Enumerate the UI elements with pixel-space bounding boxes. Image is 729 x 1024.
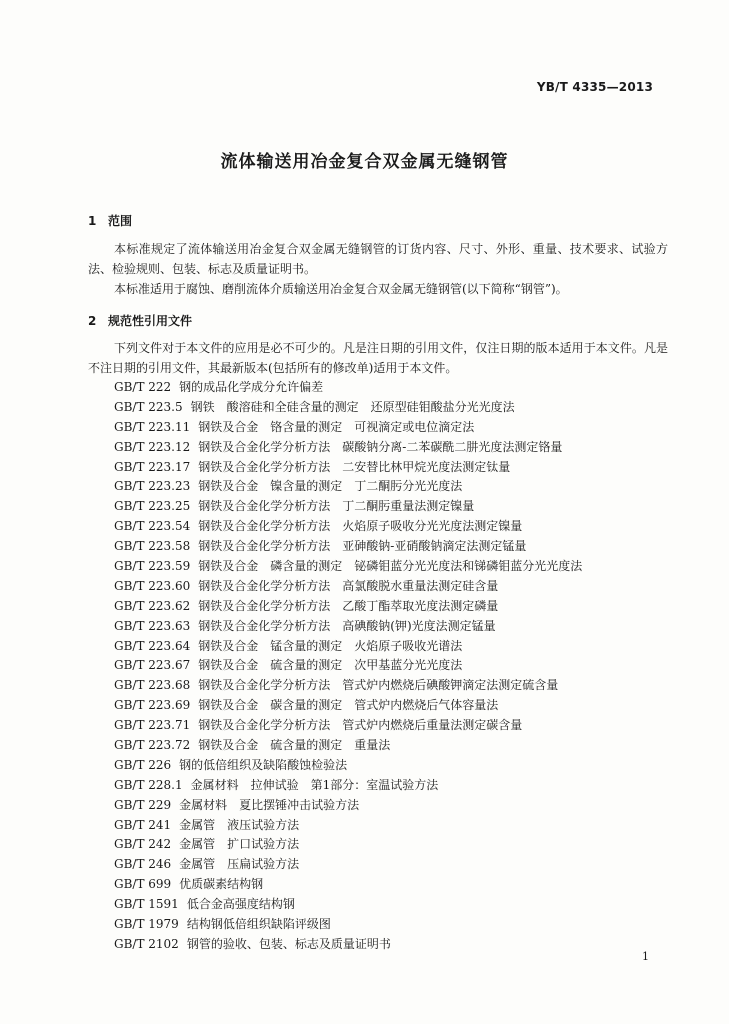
scope-paragraph-1: 本标准规定了流体输送用冶金复合双金属无缝钢管的订货内容、尺寸、外形、重量、技术要求、试验方法、检验规则、包装、标志及质量证明书。 xyxy=(88,242,668,276)
reference-item xyxy=(114,378,582,398)
reference-code: GB/T 228.1 xyxy=(114,777,183,792)
reference-code: GB/T 699 xyxy=(114,877,172,892)
reference-code: GB/T 242 xyxy=(114,837,172,852)
reference-item xyxy=(114,458,582,478)
reference-title: 钢铁及合金化学分析方法 二安替比林甲烷光度法测定钛量 xyxy=(198,459,511,474)
reference-code: GB/T 223.17 xyxy=(114,459,191,474)
reference-code: GB/T 223.62 xyxy=(114,598,191,613)
document-title: 流体输送用冶金复合双金属无缝钢管 xyxy=(220,152,509,172)
reference-code: GB/T 223.63 xyxy=(114,618,191,633)
reference-code: GB/T 229 xyxy=(114,797,172,812)
section-1-heading xyxy=(88,212,132,229)
reference-code: GB/T 223.60 xyxy=(114,578,191,593)
reference-title: 钢铁 酸溶硅和全硅含量的测定 还原型硅钼酸盐分光光度法 xyxy=(190,399,515,414)
reference-title: 低合金高强度结构钢 xyxy=(186,897,295,912)
reference-code: GB/T 223.71 xyxy=(114,718,191,733)
standard-number: YB/T 4335—2013 xyxy=(536,80,653,94)
reference-item xyxy=(114,477,582,497)
reference-title: 钢铁及合金化学分析方法 亚砷酸钠-亚硝酸钠滴定法测定锰量 xyxy=(198,539,527,554)
reference-item xyxy=(114,557,582,577)
reference-title: 钢铁及合金 镍含量的测定 丁二酮肟分光光度法 xyxy=(198,479,463,494)
reference-code: GB/T 223.69 xyxy=(114,698,191,713)
reference-code: GB/T 223.25 xyxy=(114,499,191,514)
scope-paragraph-2: 本标准适用于腐蚀、磨削流体介质输送用冶金复合双金属无缝钢管(以下简称“钢管”)。 xyxy=(114,282,568,296)
reference-code: GB/T 1591 xyxy=(114,897,179,912)
reference-item xyxy=(114,796,582,816)
reference-code: GB/T 223.12 xyxy=(114,439,191,454)
reference-item xyxy=(114,875,582,895)
normative-references-list xyxy=(114,378,582,955)
reference-title: 钢铁及合金 硫含量的测定 次甲基蓝分光光度法 xyxy=(198,658,463,673)
reference-title: 金属材料 拉伸试验 第1部分：室温试验方法 xyxy=(190,777,439,792)
references-intro-paragraph: 下列文件对于本文件的应用是必不可少的。凡是注日期的引用文件，仅注日期的版本适用于本文件。凡是不注日期的引用文件，其最新版本(包括所有的修改单)适用于本文件。 xyxy=(88,341,668,375)
reference-item xyxy=(114,438,582,458)
reference-title: 钢的低倍组织及缺陷酸蚀检验法 xyxy=(179,757,348,772)
section-2-number: 2 xyxy=(88,314,97,328)
section-1-number: 1 xyxy=(88,214,97,228)
reference-title: 金属管 扩口试验方法 xyxy=(179,837,300,852)
section-2-title: 规范性引用文件 xyxy=(108,314,193,328)
reference-title: 钢的成品化学成分允许偏差 xyxy=(179,380,324,394)
reference-title: 钢铁及合金化学分析方法 火焰原子吸收分光光度法测定镍量 xyxy=(198,519,523,534)
reference-code: GB/T 223.64 xyxy=(114,638,191,653)
reference-code: GB/T 223.23 xyxy=(114,479,191,494)
reference-title: 钢铁及合金 铬含量的测定 可视滴定或电位滴定法 xyxy=(198,419,475,434)
reference-title: 钢铁及合金化学分析方法 乙酸丁酯萃取光度法测定磷量 xyxy=(198,598,499,613)
reference-code: GB/T 223.11 xyxy=(114,419,191,434)
reference-title: 钢铁及合金化学分析方法 高碘酸钠(钾)光度法测定锰量 xyxy=(198,618,496,633)
reference-item xyxy=(114,597,582,617)
reference-title: 钢铁及合金 碳含量的测定 管式炉内燃烧后气体容量法 xyxy=(198,698,499,713)
reference-item xyxy=(114,895,582,915)
reference-code: GB/T 223.72 xyxy=(114,738,191,753)
reference-item xyxy=(114,537,582,557)
reference-title: 钢铁及合金化学分析方法 管式炉内燃烧后重量法测定碳含量 xyxy=(198,718,523,733)
reference-code: GB/T 246 xyxy=(114,857,172,872)
reference-item xyxy=(114,696,582,716)
reference-code: GB/T 1979 xyxy=(114,917,179,932)
reference-code: GB/T 223.68 xyxy=(114,678,191,693)
reference-title: 钢铁及合金化学分析方法 碳酸钠分离-二苯碳酰二肼光度法测定铬量 xyxy=(198,439,563,454)
reference-title: 钢铁及合金 磷含量的测定 铋磷钼蓝分光光度法和锑磷钼蓝分光光度法 xyxy=(198,559,583,574)
reference-title: 结构钢低倍组织缺陷评级图 xyxy=(186,917,331,932)
reference-code: GB/T 223.58 xyxy=(114,539,191,554)
reference-item xyxy=(114,637,582,657)
reference-item xyxy=(114,617,582,637)
section-1-title: 范围 xyxy=(108,214,133,228)
reference-code: GB/T 2102 xyxy=(114,936,179,951)
reference-item xyxy=(114,398,582,418)
reference-item xyxy=(114,517,582,537)
reference-title: 金属材料 夏比摆锤冲击试验方法 xyxy=(179,797,360,812)
reference-title: 优质碳素结构钢 xyxy=(179,877,264,892)
reference-title: 钢铁及合金 锰含量的测定 火焰原子吸收光谱法 xyxy=(198,638,463,653)
reference-item xyxy=(114,756,582,776)
reference-item xyxy=(114,835,582,855)
reference-item xyxy=(114,816,582,836)
reference-code: GB/T 223.54 xyxy=(114,519,191,534)
reference-title: 钢铁及合金化学分析方法 丁二酮肟重量法测定镍量 xyxy=(198,499,475,514)
reference-item xyxy=(114,656,582,676)
reference-item xyxy=(114,736,582,756)
reference-code: GB/T 223.59 xyxy=(114,559,191,574)
reference-code: GB/T 223.5 xyxy=(114,399,183,414)
reference-item xyxy=(114,776,582,796)
section-2-heading xyxy=(88,312,192,329)
reference-title: 钢铁及合金 硫含量的测定 重量法 xyxy=(198,738,391,753)
reference-item xyxy=(114,915,582,935)
page-number: 1 xyxy=(642,950,649,963)
reference-item xyxy=(114,935,582,955)
reference-item xyxy=(114,418,582,438)
reference-code: GB/T 222 xyxy=(114,380,172,394)
reference-item xyxy=(114,497,582,517)
reference-item xyxy=(114,577,582,597)
reference-title: 钢管的验收、包装、标志及质量证明书 xyxy=(186,936,391,951)
reference-code: GB/T 223.67 xyxy=(114,658,191,673)
reference-item xyxy=(114,855,582,875)
reference-item xyxy=(114,716,582,736)
reference-code: GB/T 226 xyxy=(114,757,172,772)
reference-title: 金属管 压扁试验方法 xyxy=(179,857,300,872)
reference-title: 钢铁及合金化学分析方法 高氯酸脱水重量法测定硅含量 xyxy=(198,578,499,593)
reference-title: 金属管 液压试验方法 xyxy=(179,817,300,832)
reference-title: 钢铁及合金化学分析方法 管式炉内燃烧后碘酸钾滴定法测定硫含量 xyxy=(198,678,559,693)
reference-code: GB/T 241 xyxy=(114,817,172,832)
reference-item xyxy=(114,676,582,696)
